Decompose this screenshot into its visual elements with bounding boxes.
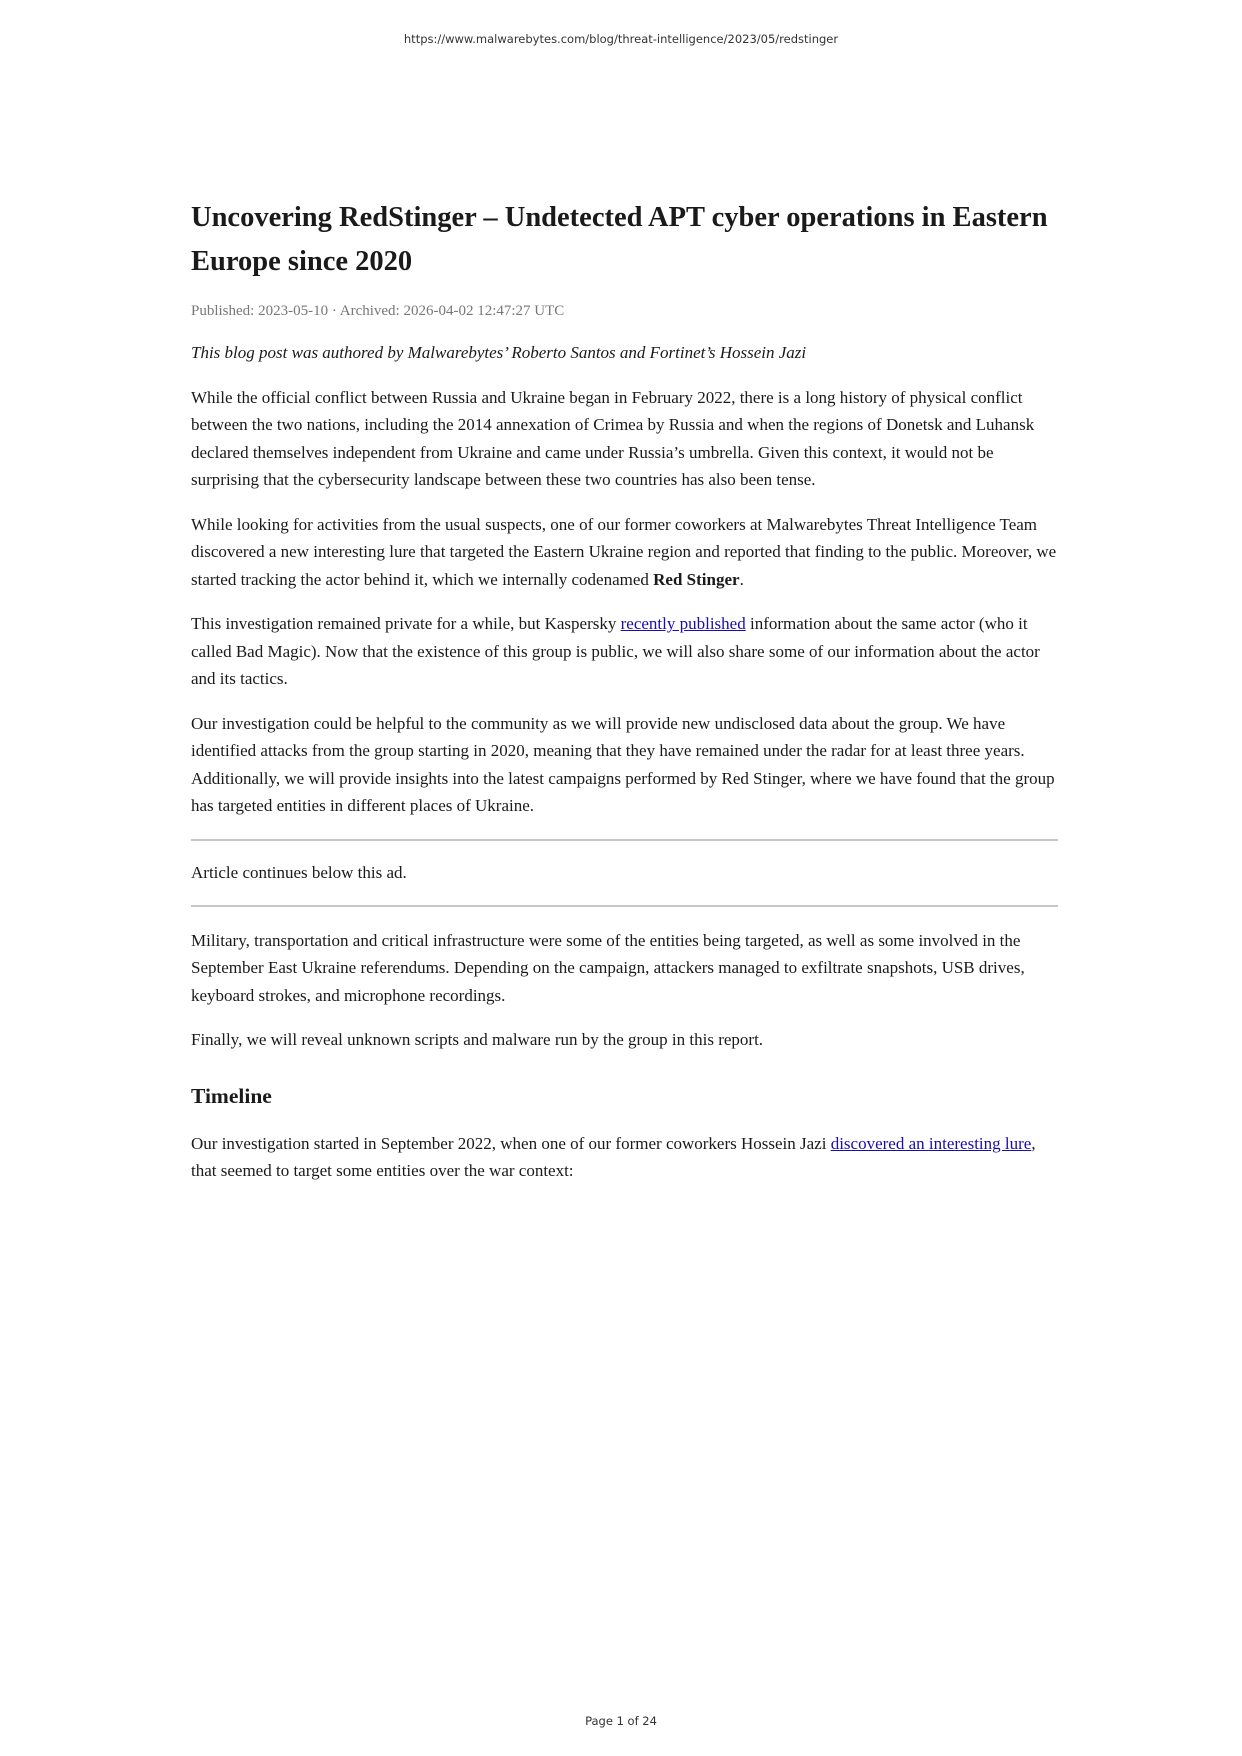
intro-paragraph: While the official conflict between Russia and Ukraine began in February 2022, there is a long history of physical conflict between the two nations, including the 2014 annexation of Crimea by Russia and when the regions of Donetsk and Luhansk declared themselves independent from Ukraine and came under Russia’s umbrella. Given this context, it would not be surprising that the cybersecurity landscape between these two countries has also been tense. [191,387,1035,489]
ad-notice-text: Article continues below this ad. [191,862,407,882]
page-url-header: https://www.malwarebytes.com/blog/threat-intelligence/2023/05/redstinger [403,32,839,46]
page-number: Page 1 of 24 [585,1714,657,1728]
paragraph-text: While looking for activities from the usual suspects, one of our former coworkers at Malwarebytes Threat Intelligence Team discovered a new interesting lure that targeted the Eastern Ukraine region and reported that finding to the public. Moreover, we started tracking the actor behind it, which we internally codenamed [191,514,1057,589]
paragraph-text: information about the same actor (who it called Bad Magic). Now that the existence of this group is public, we will also share some of our information about the actor and its tactics. [191,614,1040,688]
targets-paragraph: Military, transportation and critical infrastructure were some of the entities being targeted, as well as some involved in the September East Ukraine referendums. Depending on the campaign, attackers managed to exfiltrate snapshots, USB drives, keyboard strokes, and microphone recordings. [191,930,1025,1005]
recently-published-link[interactable]: recently published [620,614,746,633]
codename-bold: Red Stinger [653,569,740,589]
author-byline: This blog post was authored by Malwarebytes’ Roberto Santos and Fortinet’s Hossein Jazi [191,343,807,362]
reveal-paragraph: Finally, we will reveal unknown scripts and malware run by the group in this report. [191,1030,764,1049]
divider [191,905,1058,907]
paragraph-text: . [739,569,744,589]
article-title: Uncovering RedStinger – Undetected APT cyber operations in Eastern Europe since 2020 [191,202,1048,277]
kaspersky-paragraph [191,610,1058,693]
paragraph-text: , that seemed to target some entities over the war context: [191,1133,1036,1180]
timeline-heading: Timeline [191,1083,272,1108]
red-stinger-paragraph [191,511,1058,594]
ad-notice-block [191,839,1058,907]
investigation-paragraph: Our investigation could be helpful to the community as we will provide new undisclosed data about the group. We have identified attacks from the group starting in 2020, meaning that they have remained under the radar for at least three years. Additionally, we will provide insights into the latest campaigns performed by Red Stinger, where we have found that the group has targeted entities in different places of Ukraine. [191,713,1055,815]
paragraph-text: Our investigation started in September 2022, when one of our former coworkers Hossein Jazi [191,1133,831,1153]
timeline-paragraph [191,1130,1058,1185]
interesting-lure-link[interactable]: discovered an interesting lure [830,1133,1032,1153]
publish-meta: Published: 2023-05-10 · Archived: 2026-04-02 12:47:27 UTC [191,303,565,319]
article [191,196,1058,1185]
paragraph-text: This investigation remained private for a while, but Kaspersky [191,614,621,633]
